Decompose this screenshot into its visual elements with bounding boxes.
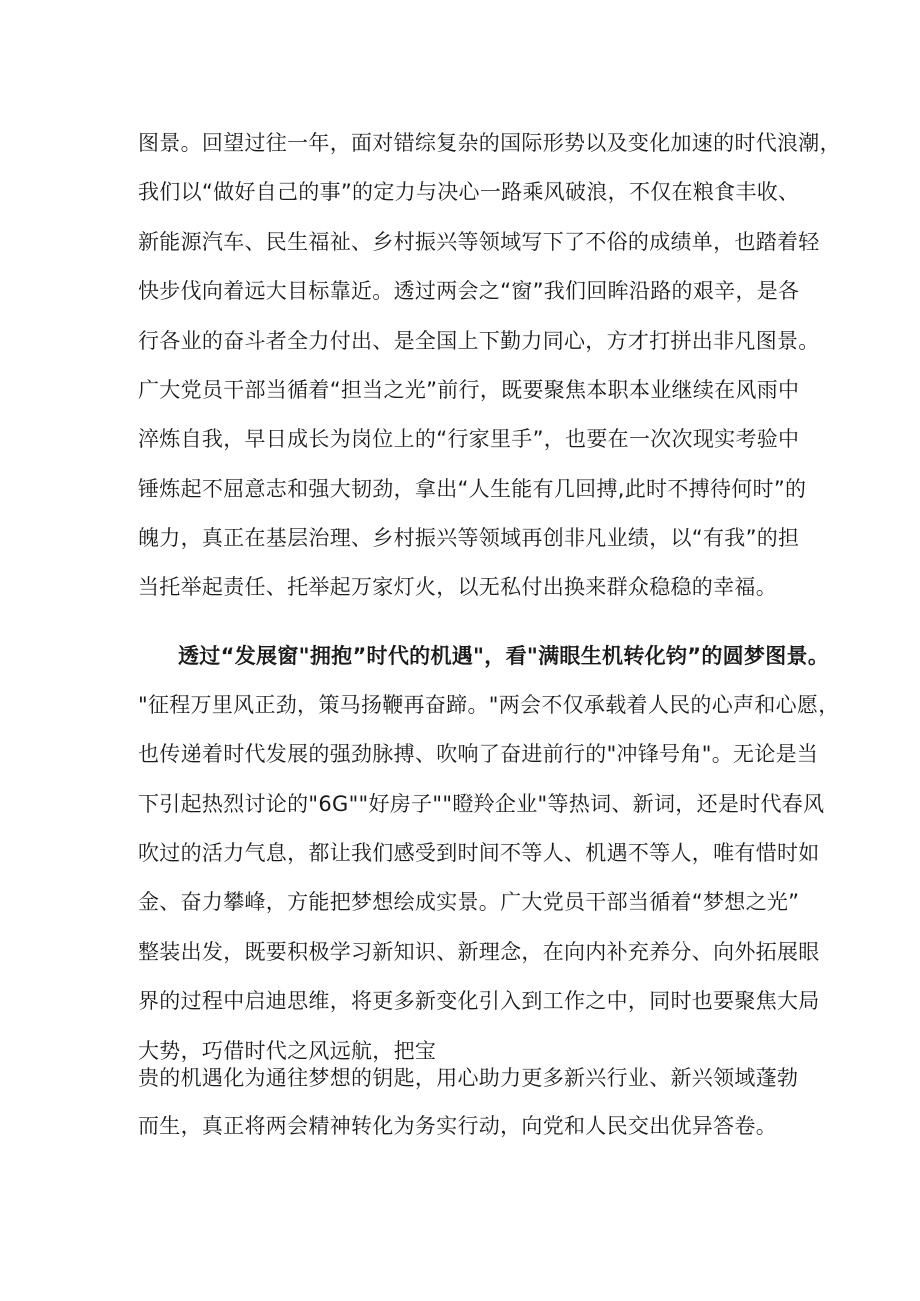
paragraph-line: 图景。回望过往一年，面对错综复杂的国际形势以及变化加速的时代浪潮，: [138, 131, 841, 155]
paragraph-line: 下引起热烈讨论的"6G""好房子""瞪羚企业"等热词、新词，还是时代春风: [138, 792, 825, 816]
paragraph-line: 广大党员干部当循着“担当之光”前行，既要聚焦本职本业继续在风雨中: [138, 378, 800, 402]
paragraph-line: 界的过程中启迪思维，将更多新变化引入到工作之中，同时也要聚焦大局: [138, 989, 820, 1013]
paragraph-line: "征程万里风正劲，策马扬鞭再奋蹄。"两会不仅承载着人民的心声和心愿，: [138, 693, 840, 717]
paragraph-line: 而生，真正将两会精神转化为务实行动，向党和人民交出优异答卷。: [138, 1114, 777, 1138]
paragraph-line: 新能源汽车、民生福祉、乡村振兴等领域写下了不俗的成绩单，也踏着轻: [138, 230, 820, 254]
paragraph-line: 也传递着时代发展的强劲脉搏、吹响了奋进前行的"冲锋号角"。无论是当: [138, 742, 819, 766]
paragraph-line: 快步伐向着远大目标靠近。透过两会之“窗”我们回眸沿路的艰辛，是各: [138, 279, 800, 303]
paragraph-line: 当托举起责任、托举起万家灯火，以无私付出换来群众稳稳的幸福。: [138, 575, 777, 599]
paragraph-line: 行各业的奋斗者全力付出、是全国上下勤力同心，方才打拼出非凡图景。: [138, 329, 820, 353]
paragraph-line: 金、奋力攀峰，方能把梦想绘成实景。广大党员干部当循着“梦想之光”: [138, 890, 800, 914]
paragraph-line: 魄力，真正在基层治理、乡村振兴等领域再创非凡业绩，以“有我”的担: [138, 526, 800, 550]
paragraph-line: 锤炼起不屈意志和强大韧劲，拿出“人生能有几回搏,此时不搏待何时”的: [138, 477, 807, 501]
paragraph-line: 贵的机遇化为通往梦想的钥匙，用心助力更多新兴行业、新兴领域蓬勃: [138, 1066, 799, 1090]
paragraph-line: 整装出发，既要积极学习新知识、新理念，在向内补充养分、向外拓展眼: [138, 940, 820, 964]
paragraph-line: 我们以“做好自己的事”的定力与决心一路乘风破浪，不仅在粮食丰收、: [138, 180, 800, 204]
paragraph-line: 淬炼自我，早日成长为岗位上的“行家里手”，也要在一次次现实考验中: [138, 427, 800, 451]
paragraph-line: 大势，巧借时代之风远航，把宝: [138, 1039, 437, 1063]
section-heading: 透过“发展窗"拥抱”时代的机遇"，看"满眼生机转化钧”的圆梦图景。: [178, 644, 830, 668]
paragraph-line: 吹过的活力气息，都让我们感受到时间不等人、机遇不等人，唯有惜时如: [138, 841, 820, 865]
